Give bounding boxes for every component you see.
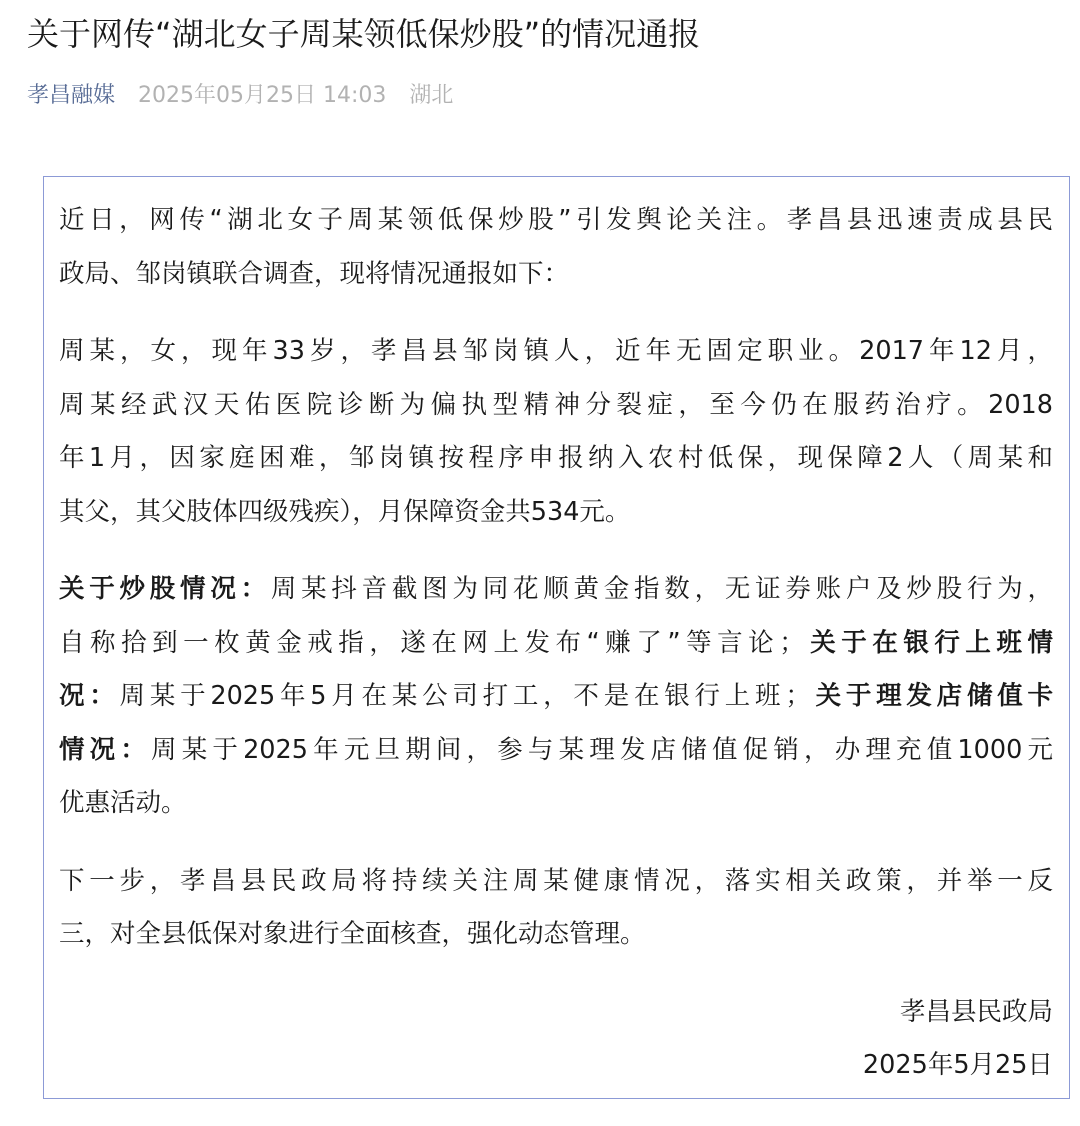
signature [59, 986, 1053, 1093]
body-text: 年1月，因家庭困难，邹岗镇按程序申报纳入农村低保，现保障2人（周某和 [59, 443, 1053, 473]
text-line [59, 670, 1053, 724]
notice-content [59, 194, 1053, 1093]
notice-body [59, 194, 1053, 962]
text-line [59, 248, 1053, 302]
body-text: 周某于2025年元旦期间，参与某理发店储值促销，办理充值1000元 [151, 734, 1053, 765]
bold-heading-text: 情况： [59, 734, 152, 765]
text-line [59, 432, 1053, 486]
article-title: 关于网传“湖北女子周某领低保炒股”的情况通报 [27, 15, 701, 53]
text-line [59, 777, 1053, 831]
bold-heading-text: 况： [59, 681, 120, 711]
body-text: 优惠活动。 [59, 788, 187, 818]
text-line [59, 855, 1053, 909]
signature-org: 孝昌县民政局 [899, 996, 1053, 1027]
body-text: 周某于2025年5月在某公司打工，不是在银行上班； [119, 681, 811, 711]
text-line [59, 379, 1053, 433]
article-meta [27, 80, 453, 112]
body-text: 其父，其父肢体四级残疾），月保障资金共534元。 [59, 496, 631, 527]
publish-date: 2025年05月25日 14:03 [138, 83, 387, 108]
publish-location: 湖北 [409, 83, 454, 108]
text-line [59, 563, 1053, 617]
body-text: 近日，网传“湖北女子周某领低保炒股”引发舆论关注。孝昌县迅速责成县民 [59, 205, 1053, 235]
body-text: 下一步，孝昌县民政局将持续关注周某健康情况，落实相关政策，并举一反 [59, 865, 1053, 896]
body-text: 周某抖音截图为同花顺黄金指数，无证券账户及炒股行为， [270, 574, 1053, 604]
body-text: 周某，女，现年33岁，孝昌县邹岗镇人，近年无固定职业。2017年12月， [59, 336, 1053, 366]
body-text: 周某经武汉天佑医院诊断为偏执型精神分裂症，至今仍在服药治疗。2018 [59, 389, 1053, 420]
paragraph [59, 855, 1053, 962]
text-line [59, 908, 1053, 962]
text-line [59, 724, 1053, 778]
body-text: 自称拾到一枚黄金戒指，遂在网上发布“赚了”等言论； [59, 627, 805, 658]
paragraph [59, 325, 1053, 539]
bold-heading-text: 关于炒股情况： [59, 574, 271, 604]
bold-heading-text: 关于在银行上班情 [804, 627, 1053, 658]
bold-heading-text: 关于理发店储值卡 [810, 681, 1053, 711]
text-line [59, 325, 1053, 379]
paragraph [59, 563, 1053, 831]
signature-date: 2025年5月25日 [862, 1050, 1053, 1080]
text-line [59, 194, 1053, 248]
body-text: 三，对全县低保对象进行全面核查，强化动态管理。 [59, 919, 646, 949]
source-account-link[interactable]: 孝昌融媒 [27, 83, 116, 108]
text-line [59, 617, 1053, 671]
body-text: 政局、邹岗镇联合调查，现将情况通报如下： [59, 258, 570, 289]
paragraph [59, 194, 1053, 301]
text-line [59, 486, 1053, 540]
